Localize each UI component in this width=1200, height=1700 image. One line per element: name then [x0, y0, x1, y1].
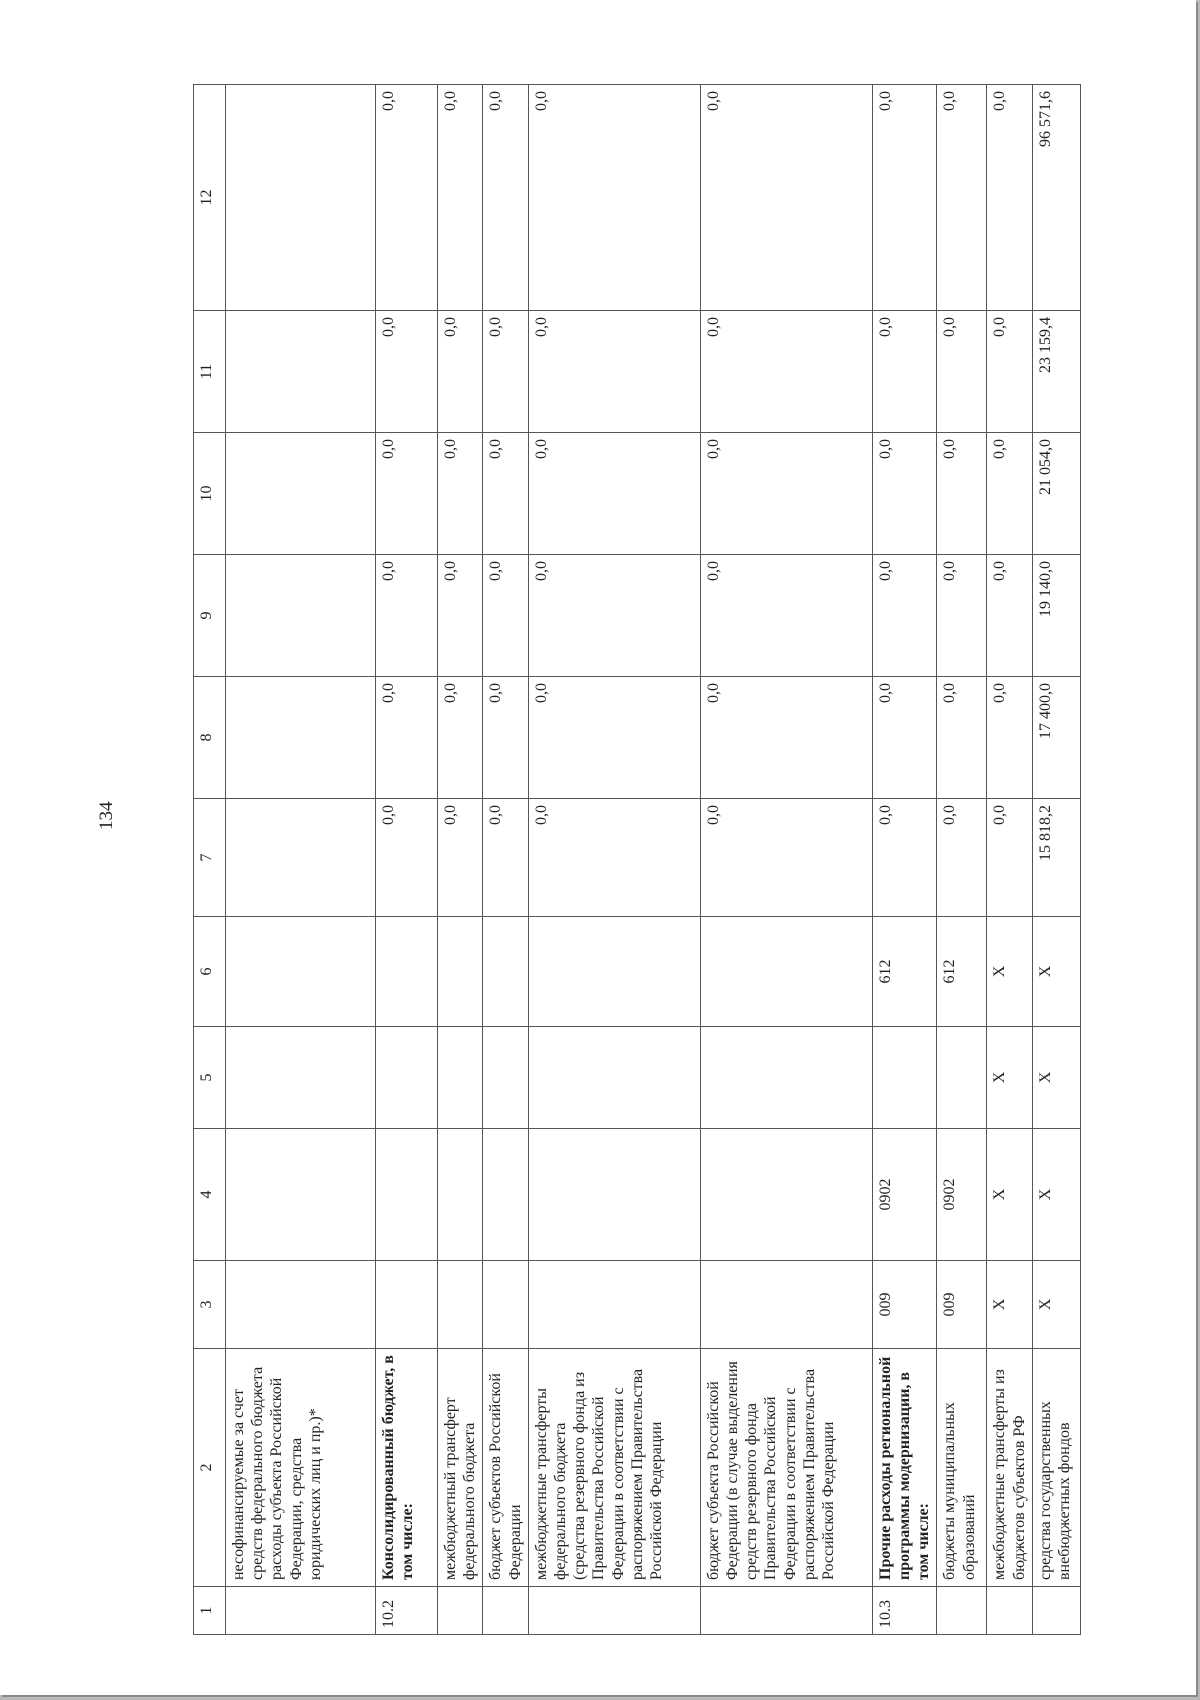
cell-col-6: X — [1032, 917, 1080, 1027]
row-id-cell — [438, 1587, 483, 1635]
table-row — [872, 85, 937, 1635]
cell-col-4 — [483, 1129, 528, 1261]
header-cell: 1 — [194, 1587, 226, 1635]
cell-col-8: 0,0 — [438, 677, 483, 799]
cell-col-9: 0,0 — [528, 555, 700, 677]
cell-col-10: 21 054,0 — [1032, 433, 1080, 555]
cell-col-5: X — [987, 1027, 1032, 1129]
header-cell: 6 — [194, 917, 226, 1027]
cell-col-8: 0,0 — [528, 677, 700, 799]
header-row — [194, 85, 226, 1635]
cell-col-10: 0,0 — [700, 433, 872, 555]
cell-col-12: 0,0 — [872, 85, 937, 311]
header-cell: 10 — [194, 433, 226, 555]
table-row — [1032, 85, 1080, 1635]
cell-col-11: 0,0 — [700, 311, 872, 433]
header-cell: 3 — [194, 1261, 226, 1349]
cell-col-11: 0,0 — [872, 311, 937, 433]
cell-col-6 — [483, 917, 528, 1027]
cell-col-8: 0,0 — [987, 677, 1032, 799]
cell-col-3 — [376, 1261, 438, 1349]
cell-col-7: 0,0 — [987, 799, 1032, 917]
header-cell: 9 — [194, 555, 226, 677]
cell-col-9 — [226, 555, 376, 677]
cell-col-8: 0,0 — [937, 677, 987, 799]
cell-col-4: 0902 — [937, 1129, 987, 1261]
row-id-cell — [483, 1587, 528, 1635]
cell-col-5 — [438, 1027, 483, 1129]
row-name-cell: Консолидированный бюджет, в том числе: — [376, 1349, 438, 1587]
row-name-cell: межбюджетные трансферты федерального бюджета (средства резервного фонда из Правительства Российской Федерации в соответствии с распоряжением Правительства Российской Федерации — [528, 1349, 700, 1587]
table-row — [987, 85, 1032, 1635]
row-name-cell: бюджет субъекта Российской Федерации (в случае выделения средств резервного фонда Правительства Российской Федерации в соответствии с распоряжением Правительства Российской Федерации — [700, 1349, 872, 1587]
cell-col-12: 0,0 — [528, 85, 700, 311]
cell-col-11: 0,0 — [438, 311, 483, 433]
row-id-cell: 10.2 — [376, 1587, 438, 1635]
row-id-cell — [226, 1587, 376, 1635]
cell-col-4 — [226, 1129, 376, 1261]
row-name-cell: средства государственных внебюджетных фондов — [1032, 1349, 1080, 1587]
cell-col-11: 0,0 — [483, 311, 528, 433]
cell-col-11: 23 159,4 — [1032, 311, 1080, 433]
row-name-cell: бюджет субъектов Российской Федерации — [483, 1349, 528, 1587]
cell-col-3 — [226, 1261, 376, 1349]
row-id-cell — [1032, 1587, 1080, 1635]
cell-col-10: 0,0 — [937, 433, 987, 555]
cell-col-9: 0,0 — [987, 555, 1032, 677]
header-cell: 4 — [194, 1129, 226, 1261]
cell-col-8: 0,0 — [376, 677, 438, 799]
cell-col-7: 0,0 — [528, 799, 700, 917]
cell-col-7: 0,0 — [376, 799, 438, 917]
cell-col-10: 0,0 — [528, 433, 700, 555]
cell-col-9: 0,0 — [483, 555, 528, 677]
table-row — [700, 85, 872, 1635]
row-id-cell — [528, 1587, 700, 1635]
row-id-cell: 10.3 — [872, 1587, 937, 1635]
cell-col-11 — [226, 311, 376, 433]
cell-col-7: 0,0 — [483, 799, 528, 917]
cell-col-12: 0,0 — [700, 85, 872, 311]
cell-col-8: 0,0 — [872, 677, 937, 799]
cell-col-5 — [937, 1027, 987, 1129]
cell-col-3 — [438, 1261, 483, 1349]
row-name-cell: бюджеты муниципальных образований — [937, 1349, 987, 1587]
header-cell: 8 — [194, 677, 226, 799]
header-cell: 12 — [194, 85, 226, 311]
cell-col-3 — [700, 1261, 872, 1349]
cell-col-4: X — [1032, 1129, 1080, 1261]
cell-col-12: 0,0 — [438, 85, 483, 311]
cell-col-7: 0,0 — [700, 799, 872, 917]
header-cell: 5 — [194, 1027, 226, 1129]
cell-col-5 — [376, 1027, 438, 1129]
cell-col-7: 0,0 — [438, 799, 483, 917]
cell-col-4 — [528, 1129, 700, 1261]
cell-col-5 — [226, 1027, 376, 1129]
cell-col-6: X — [987, 917, 1032, 1027]
table-row — [528, 85, 700, 1635]
cell-col-11: 0,0 — [937, 311, 987, 433]
cell-col-5 — [528, 1027, 700, 1129]
table-row — [376, 85, 438, 1635]
cell-col-12: 96 571,6 — [1032, 85, 1080, 311]
cell-col-12 — [226, 85, 376, 311]
cell-col-6 — [376, 917, 438, 1027]
row-id-cell — [987, 1587, 1032, 1635]
row-id-cell — [937, 1587, 987, 1635]
budget-table — [193, 84, 1081, 1635]
cell-col-6: 612 — [937, 917, 987, 1027]
cell-col-9: 0,0 — [376, 555, 438, 677]
cell-col-6 — [438, 917, 483, 1027]
cell-col-9: 0,0 — [700, 555, 872, 677]
cell-col-10: 0,0 — [376, 433, 438, 555]
cell-col-9: 0,0 — [937, 555, 987, 677]
cell-col-9: 19 140,0 — [1032, 555, 1080, 677]
cell-col-4: 0902 — [872, 1129, 937, 1261]
header-cell: 7 — [194, 799, 226, 917]
cell-col-6 — [226, 917, 376, 1027]
cell-col-3: 009 — [937, 1261, 987, 1349]
cell-col-10: 0,0 — [438, 433, 483, 555]
cell-col-10: 0,0 — [483, 433, 528, 555]
cell-col-6 — [528, 917, 700, 1027]
cell-col-11: 0,0 — [987, 311, 1032, 433]
cell-col-11: 0,0 — [376, 311, 438, 433]
cell-col-4 — [376, 1129, 438, 1261]
cell-col-4 — [700, 1129, 872, 1261]
cell-col-4 — [438, 1129, 483, 1261]
cell-col-8: 0,0 — [700, 677, 872, 799]
cell-col-12: 0,0 — [376, 85, 438, 311]
cell-col-7 — [226, 799, 376, 917]
cell-col-8 — [226, 677, 376, 799]
row-name-cell: межбюджетные трансферты из бюджетов субъектов РФ — [987, 1349, 1032, 1587]
cell-col-6 — [700, 917, 872, 1027]
cell-col-5: X — [1032, 1027, 1080, 1129]
cell-col-12: 0,0 — [483, 85, 528, 311]
cell-col-3 — [483, 1261, 528, 1349]
cell-col-8: 0,0 — [483, 677, 528, 799]
cell-col-8: 17 400,0 — [1032, 677, 1080, 799]
table-row — [483, 85, 528, 1635]
row-name-cell: несофинансируемые за счет средств федерального бюджета расходы субъекта Российской Федерации, средства юридических лиц и пр.)* — [226, 1349, 376, 1587]
cell-col-9: 0,0 — [438, 555, 483, 677]
table-row — [937, 85, 987, 1635]
cell-col-3: 009 — [872, 1261, 937, 1349]
cell-col-7: 0,0 — [937, 799, 987, 917]
cell-col-4: X — [987, 1129, 1032, 1261]
cell-col-10: 0,0 — [987, 433, 1032, 555]
table-body — [226, 85, 1081, 1635]
cell-col-3: X — [1032, 1261, 1080, 1349]
page-number: 134 — [96, 801, 117, 830]
cell-col-3: X — [987, 1261, 1032, 1349]
row-name-cell: Прочие расходы региональной программы модернизации, в том числе: — [872, 1349, 937, 1587]
cell-col-12: 0,0 — [937, 85, 987, 311]
table-row — [438, 85, 483, 1635]
table-row — [226, 85, 376, 1635]
cell-col-7: 15 818,2 — [1032, 799, 1080, 917]
cell-col-3 — [528, 1261, 700, 1349]
row-id-cell — [700, 1587, 872, 1635]
cell-col-10 — [226, 433, 376, 555]
header-cell: 2 — [194, 1349, 226, 1587]
cell-col-10: 0,0 — [872, 433, 937, 555]
cell-col-12: 0,0 — [987, 85, 1032, 311]
cell-col-5 — [483, 1027, 528, 1129]
row-name-cell: межбюджетный трансферт федерального бюджета — [438, 1349, 483, 1587]
cell-col-5 — [872, 1027, 937, 1129]
table-rotated-container — [193, 85, 1073, 1635]
cell-col-7: 0,0 — [872, 799, 937, 917]
cell-col-5 — [700, 1027, 872, 1129]
cell-col-6: 612 — [872, 917, 937, 1027]
cell-col-11: 0,0 — [528, 311, 700, 433]
header-cell: 11 — [194, 311, 226, 433]
cell-col-9: 0,0 — [872, 555, 937, 677]
